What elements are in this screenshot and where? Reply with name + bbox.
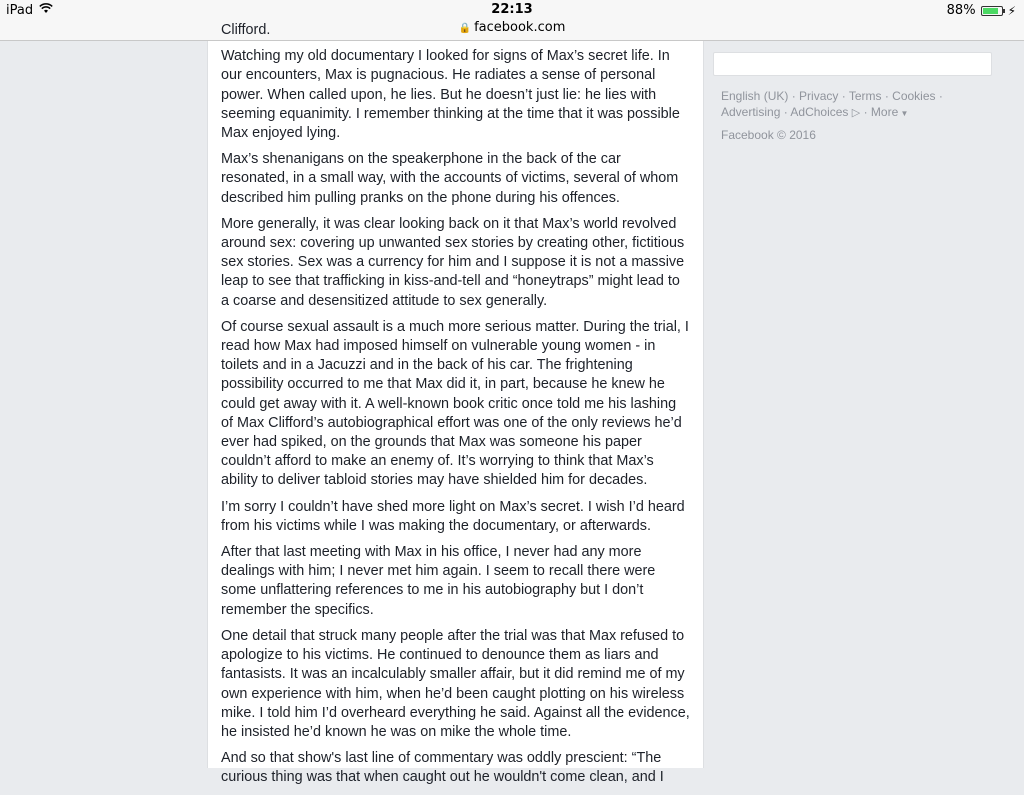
footer-link-terms[interactable]: Terms: [848, 89, 882, 103]
status-right: [947, 3, 1016, 18]
more-label: More: [870, 105, 899, 119]
status-bar: [0, 0, 1024, 20]
article-paragraph: More generally, it was clear looking back on it that Max’s world revolved around sex: covering up unwanted sex stories by creating other, fictitious sex stories. Sex was a currency for him and I suppose it is not a massive leap to see that trafficking in kiss-and-tell and “honeytraps” might lead to a coarse and desensitized attitude to sex generally.: [221, 215, 685, 309]
article-paragraph: I’m sorry I couldn’t have shed more light on Max’s secret. I wish I’d heard from his victims while I was making the documentary, or afterwards.: [221, 498, 685, 534]
adchoices-icon: ▷: [851, 107, 861, 119]
article-paragraph: After that last meeting with Max in his office, I never had any more dealings with him; I never met him again. I seem to recall there were some unflattering references to me in his autobiography but I don’t remember the specifics.: [221, 544, 656, 618]
url-text: facebook.com: [474, 20, 566, 35]
article-paragraph: Max’s shenanigans on the speakerphone in the back of the car resonated, in a small way, with the accounts of victims, several of whom described him pulling pranks on the phone during his offences.: [221, 151, 679, 206]
footer-link-advertising[interactable]: Advertising: [721, 105, 781, 119]
article-paragraph: One detail that struck many people after the trial was that Max refused to apologize to his victims. He continued to denounce them as liars and fantasists. It was an incalculably smaller affair, but it did remind me of my own experience with him, when he’d been caught plotting on his wireless mike. I told him I’d overheard everything he said. Against all the evidence, he insisted he’d known he was on mike the whole time.: [221, 627, 690, 740]
footer-link-adchoices[interactable]: [790, 105, 860, 119]
lock-icon: 🔒: [458, 23, 472, 34]
article-paragraph: Clifford.: [221, 22, 271, 38]
battery-percent: 88%: [946, 3, 976, 18]
adchoices-label: AdChoices: [790, 105, 849, 119]
article-body: [221, 21, 691, 795]
footer-link-more[interactable]: [871, 105, 908, 119]
charging-icon: ⚡: [1007, 3, 1016, 18]
footer-links: English (UK) · Privacy · Terms · Cookies · Advertising · AdChoices ▷ · More ▼: [721, 89, 943, 119]
device-label: iPad: [6, 3, 34, 18]
footer-link-language[interactable]: English (UK): [721, 89, 789, 103]
battery-icon: [981, 6, 1003, 16]
caret-down-icon: ▼: [898, 109, 909, 118]
clock: 22:13: [491, 2, 533, 17]
article-paragraph: Watching my old documentary I looked for signs of Max’s secret life. In our encounters, Max is pugnacious. He radiates a sense of personal power. When called upon, he lies. But he doesn’t just lie: he lies with seeming equanimity. I remember thinking at the time that it was possible Max enjoyed lying.: [221, 48, 680, 142]
footer-link-privacy[interactable]: Privacy: [799, 89, 839, 103]
copyright: Facebook © 2016: [721, 128, 816, 142]
article-paragraph: Of course sexual assault is a much more serious matter. During the trial, I read how Max had imposed himself on vulnerable young women - in toilets and in a Jacuzzi and in the back of his car. The frightening possibility occurred to me that Max did it, in part, because he knew he could get away with it. A well-known book critic once told me his lashing of Max Clifford’s autobiographical effort was one of the only reviews he’d ever had spiked, on the grounds that Max was someone his paper couldn’t afford to make an enemy of. It’s worrying to think that Max’s ability to deliver tabloid stories may have shielded him for decades.: [221, 318, 689, 489]
footer-link-cookies[interactable]: Cookies: [892, 89, 936, 103]
article-paragraph: And so that show's last line of commentary was oddly prescient: “The curious thing was that when caught out he wouldn't come clean, and I: [221, 750, 664, 786]
sidebar-box[interactable]: [713, 52, 992, 76]
footer: [721, 88, 991, 143]
